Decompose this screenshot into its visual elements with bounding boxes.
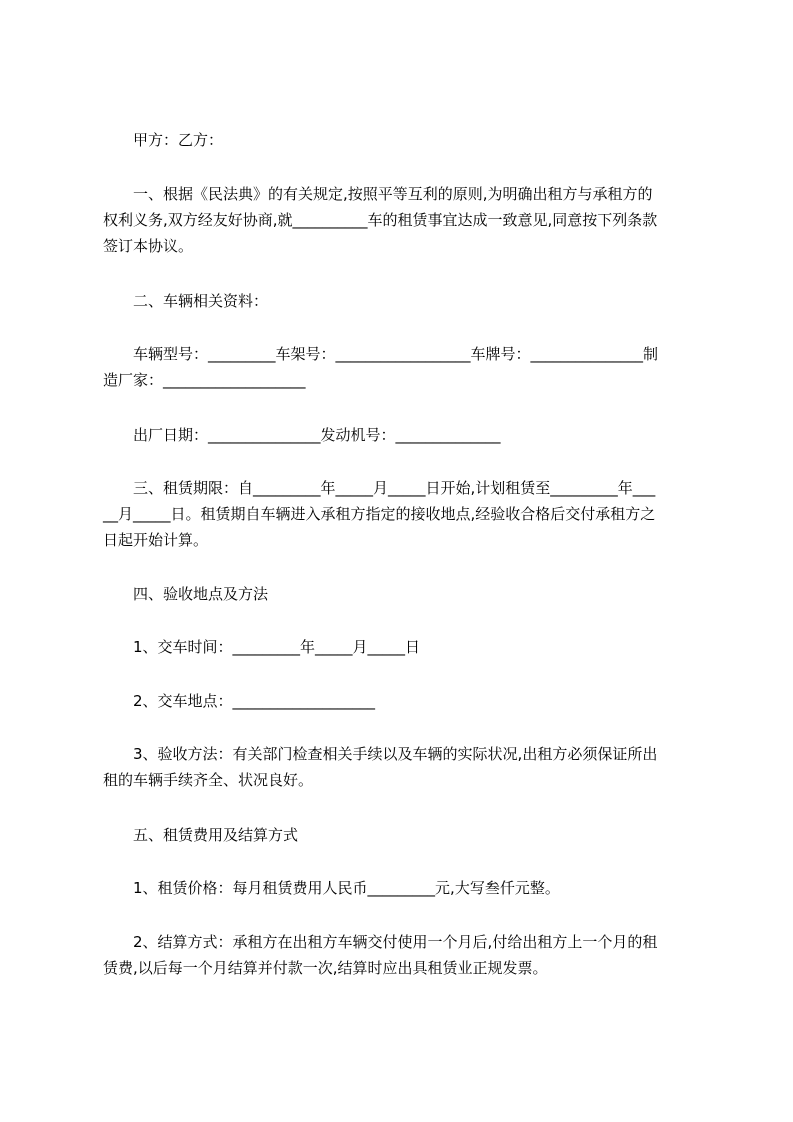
clause-1 [103, 181, 703, 259]
text-line: 租的车辆手续齐全、状况良好。 [103, 771, 314, 789]
text-line: 日起开始计算。 [103, 531, 209, 549]
text-line: 赁费,以后每一个月结算并付款一次,结算时应出具租赁业正规发票。 [103, 959, 548, 977]
text-line: 四、验收地点及方法 [103, 585, 269, 603]
text-line: 造厂家：___________________ [103, 371, 306, 389]
text-line: __月_____日。租赁期自车辆进入承租方指定的接收地点,经验收合格后交付承租方之 [103, 505, 656, 523]
delivery-time [103, 634, 703, 660]
clause-2-heading [103, 288, 703, 314]
text-line: 3、验收方法：有关部门检查相关手续以及车辆的实际状况,出租方必须保证所出 [103, 745, 658, 763]
text-line: 1、交车时间：_________年_____月_____日 [103, 638, 421, 656]
text-line: 2、交车地点：___________________ [103, 692, 376, 710]
delivery-place [103, 688, 703, 714]
text-line: 签订本协议。 [103, 237, 194, 255]
vehicle-info [103, 341, 703, 393]
text-line: 车辆型号：_________车架号：__________________车牌号：_______________制 [103, 345, 659, 363]
text-line: 五、租赁费用及结算方式 [103, 826, 299, 844]
party-line [103, 127, 703, 153]
rental-price [103, 875, 703, 901]
factory-date [103, 422, 703, 448]
text-line: 1、租赁价格：每月租赁费用人民币_________元,大写叁仟元整。 [103, 879, 560, 897]
clause-5-heading [103, 822, 703, 848]
clause-4-heading [103, 581, 703, 607]
text-line: 二、车辆相关资料： [103, 292, 269, 310]
text-line: 一、根据《民法典》的有关规定,按照平等互利的原则,为明确出租方与承租方的 [103, 185, 653, 203]
inspection-method [103, 741, 703, 793]
text-line: 出厂日期：_______________发动机号：______________ [103, 426, 501, 444]
clause-3 [103, 475, 703, 553]
text-line: 甲方：乙方： [103, 131, 224, 149]
text-line: 2、结算方式：承租方在出租方车辆交付使用一个月后,付给出租方上一个月的租 [103, 933, 658, 951]
settlement-method [103, 929, 703, 981]
text-line: 权利义务,双方经友好协商,就__________车的租赁事宜达成一致意见,同意按下列条款 [103, 211, 658, 229]
text-line: 三、租赁期限：自_________年_____月_____日开始,计划租赁至_________年___ [103, 479, 656, 497]
